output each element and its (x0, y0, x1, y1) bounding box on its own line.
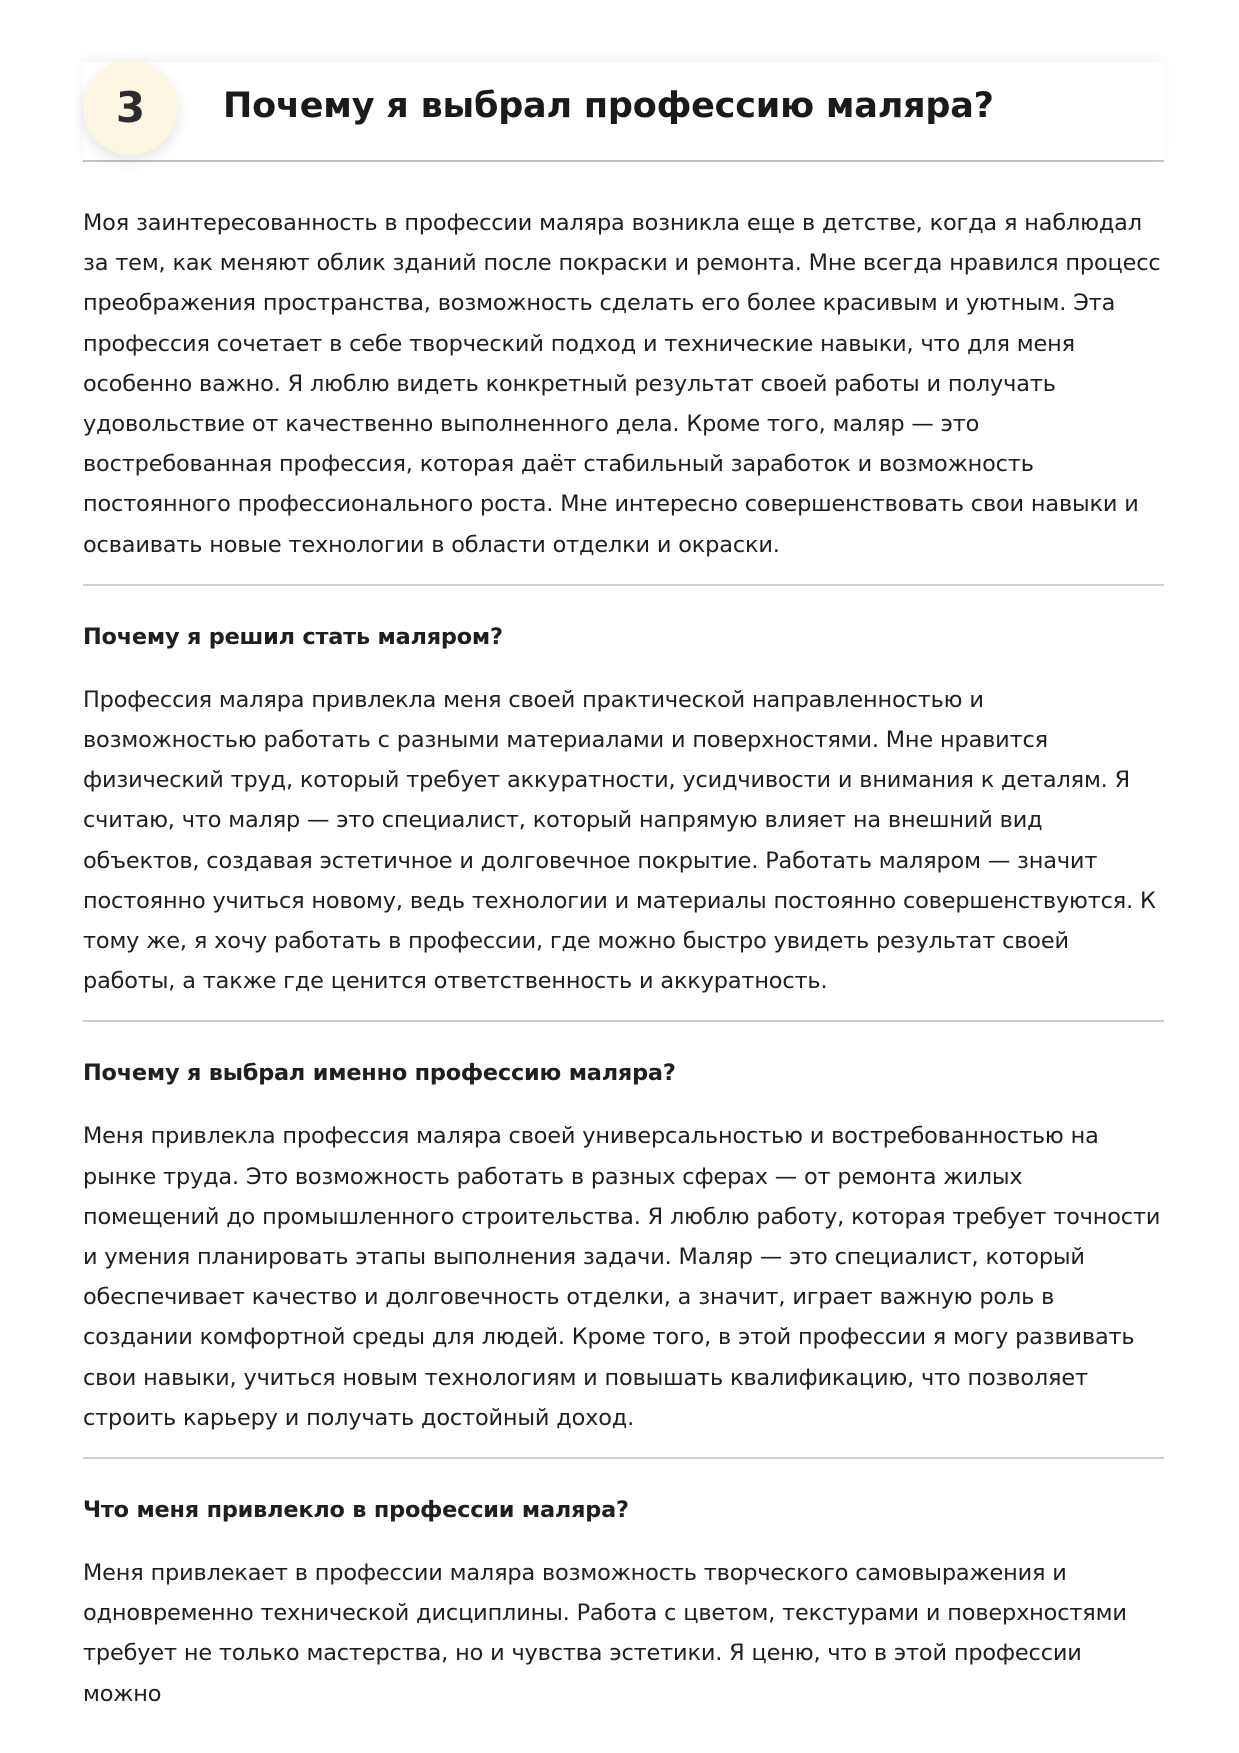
section-2 (83, 1057, 1164, 1459)
chapter-header (83, 0, 1164, 162)
divider (83, 584, 1164, 586)
section-body: Профессия маляра привлекла меня своей практической направленностью и возможностью работать с разными материалами и поверхностями. Мне нравится физический труд, который требует аккуратности, усидчивости и внимания к деталям. Я считаю, что маляр — это специалист, который напрямую влияет на внешний вид объектов, создавая эстетичное и долговечное покрытие. Работать маляром — значит постоянно учиться новому, ведь технологии и материалы постоянно совершенствуются. К тому же, я хочу работать в профессии, где можно быстро увидеть результат своей работы, а также где ценится ответственность и аккуратность. (83, 686, 1156, 995)
chapter-title: Почему я выбрал профессию маляра? (223, 86, 994, 126)
section-3 (83, 1494, 1164, 1714)
section-1 (83, 621, 1164, 1023)
section-title: Что меня привлекло в профессии маляра? (83, 1497, 629, 1524)
divider (83, 1457, 1164, 1459)
chapter-number-badge: 3 (83, 60, 178, 155)
section-body: Меня привлекает в профессии маляра возможность творческого самовыражения и одновременно технической дисциплины. Работа с цветом, текстурами и поверхностями требует не только мастерства, но и чувства эстетики. Я ценю, что в этой профессии можно (83, 1560, 1127, 1707)
divider (83, 1020, 1164, 1022)
section-body: Меня привлекла профессия маляра своей универсальностью и востребованностью на рынке труда. Это возможность работать в разных сферах — от ремонта жилых помещений до промышленного строительства. Я люблю работу, которая требует точности и умения планировать этапы выполнения задачи. Маляр — это специалист, который обеспечивает качество и долговечность отделки, а значит, играет важную роль в создании комфортной среды для людей. Кроме того, в этой профессии я могу развивать свои навыки, учиться новым технологиям и повышать квалификацию, что позволяет строить карьеру и получать достойный доход. (83, 1123, 1161, 1431)
section-title: Почему я решил стать маляром? (83, 623, 503, 650)
intro-paragraph: Моя заинтересованность в профессии маляра возникла еще в детстве, когда я наблюдал за тем, как меняют облик зданий после покраски и ремонта. Мне всегда нравился процесс преображения пространства, возможность сделать его более красивым и уютным. Эта профессия сочетает в себе творческий подход и технические навыки, что для меня особенно важно. Я люблю видеть конкретный результат своей работы и получать удовольствие от качественно выполненного дела. Кроме того, маляр — это востребованная профессия, которая даёт стабильный заработок и возможность постоянного профессионального роста. Мне интересно совершенствовать свои навыки и осваивать новые технологии в области отделки и окраски. (83, 210, 1161, 558)
document-page (83, 0, 1164, 1714)
section-title: Почему я выбрал именно профессию маляра? (83, 1060, 676, 1087)
